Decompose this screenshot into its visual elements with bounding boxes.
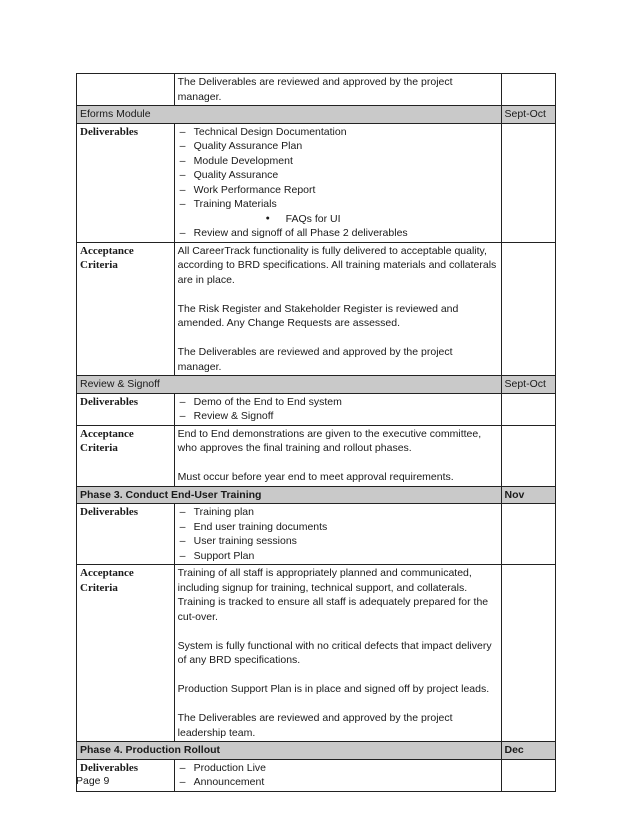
section-name: Phase 4. Production Rollout [77, 742, 502, 760]
list-item: – Quality Assurance Plan [178, 139, 498, 154]
paragraph: All CareerTrack functionality is fully delivered to acceptable quality, according to BRD specifications. All training materials and collaterals are in place. [177, 244, 497, 286]
paragraph: Production Support Plan is in place and signed off by project leads. [177, 683, 490, 695]
section-name: Review & Signoff [77, 376, 502, 394]
acceptance-cell [174, 242, 501, 376]
paragraph: System is fully functional with no critical defects that impact delivery of any BRD specifications. [177, 639, 492, 666]
section-header-eforms [77, 106, 556, 124]
table-row [77, 242, 556, 376]
section-date: Nov [501, 486, 556, 504]
list-item: – Training plan [178, 505, 498, 520]
page-number: Page 9 [76, 775, 110, 787]
date-cell [501, 74, 556, 106]
paragraph: The Deliverables are reviewed and approved by the project leadership team. [177, 712, 453, 739]
content-cell: The Deliverables are reviewed and approved by the project manager. [174, 74, 501, 106]
list-item: ● FAQs for UI [266, 212, 498, 227]
paragraph: Must occur before year end to meet approval requirements. [177, 471, 454, 483]
deliverables-list [178, 125, 498, 212]
list-item: – Production Live [178, 761, 498, 776]
deliverables-label: Deliverables [77, 123, 175, 242]
section-name: Phase 3. Conduct End-User Training [77, 486, 502, 504]
section-header-phase3 [77, 486, 556, 504]
deliverables-label: Deliverables [77, 759, 175, 791]
date-cell [501, 504, 556, 565]
acceptance-cell [174, 425, 501, 486]
section-date: Sept-Oct [501, 106, 556, 124]
table-row [77, 74, 556, 106]
date-cell [501, 759, 556, 791]
list-item: – Quality Assurance [178, 168, 498, 183]
deliverables-cell [174, 759, 501, 791]
section-date: Sept-Oct [501, 376, 556, 394]
section-name: Eforms Module [77, 106, 502, 124]
sub-bullet-list [178, 212, 498, 227]
date-cell [501, 425, 556, 486]
table-row [77, 425, 556, 486]
list-item: – Demo of the End to End system [178, 395, 498, 410]
deliverables-label: Deliverables [77, 504, 175, 565]
section-date: Dec [501, 742, 556, 760]
list-item: – End user training documents [178, 520, 498, 535]
table-row [77, 565, 556, 742]
table-row [77, 759, 556, 791]
deliverables-label: Deliverables [77, 393, 175, 425]
list-item: – Technical Design Documentation [178, 125, 498, 140]
deliverables-cell [174, 123, 501, 242]
deliverables-list-final [178, 226, 498, 241]
list-item: – Announcement [178, 775, 498, 790]
acceptance-cell [174, 565, 501, 742]
list-item: – Review & Signoff [178, 409, 498, 424]
list-item: – User training sessions [178, 534, 498, 549]
deliverables-cell [174, 393, 501, 425]
table-row [77, 504, 556, 565]
deliverables-list [178, 761, 498, 790]
deliverables-cell [174, 504, 501, 565]
acceptance-label: Acceptance Criteria [77, 242, 175, 376]
deliverables-list [178, 395, 498, 424]
list-item: – Review and signoff of all Phase 2 deliverables [178, 226, 498, 241]
label-cell [77, 74, 175, 106]
paragraph: Training of all staff is appropriately planned and communicated, including signup for training, technical support, and collaterals. Training is tracked to ensure all staff is adequately prepared for the cut-over. [177, 567, 489, 623]
paragraph: End to End demonstrations are given to the executive committee, who approves the final training and rollout phases. [177, 427, 482, 454]
paragraph: The Risk Register and Stakeholder Register is reviewed and amended. Any Change Requests are assessed. [177, 302, 459, 329]
section-header-phase4 [77, 742, 556, 760]
date-cell [501, 565, 556, 742]
acceptance-label: Acceptance Criteria [77, 565, 175, 742]
list-item: – Module Development [178, 154, 498, 169]
date-cell [501, 393, 556, 425]
table-row [77, 393, 556, 425]
list-item: – Training Materials [178, 197, 498, 212]
paragraph: The Deliverables are reviewed and approved by the project manager. [177, 346, 453, 373]
date-cell [501, 242, 556, 376]
project-phase-table [76, 73, 556, 792]
table-row [77, 123, 556, 242]
acceptance-label: Acceptance Criteria [77, 425, 175, 486]
list-item: – Work Performance Report [178, 183, 498, 198]
deliverables-list [178, 505, 498, 563]
section-header-review [77, 376, 556, 394]
list-item: – Support Plan [178, 549, 498, 564]
date-cell [501, 123, 556, 242]
